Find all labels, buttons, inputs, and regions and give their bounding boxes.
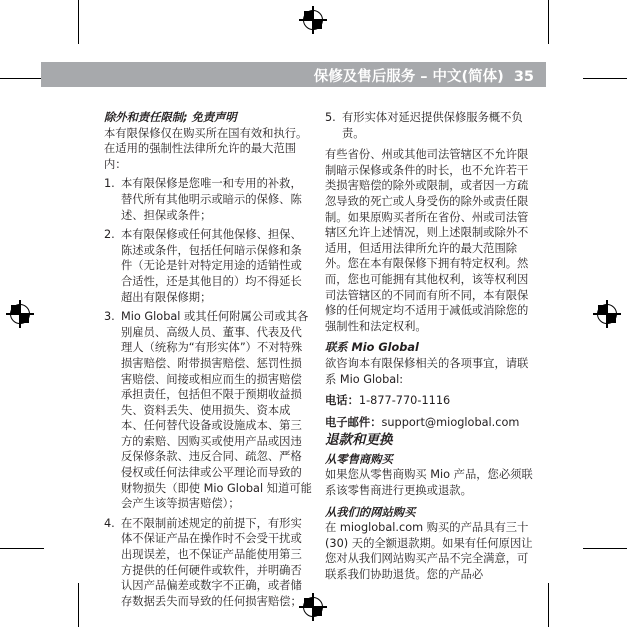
right-column [325,110,533,583]
page-number: 35 [513,69,534,85]
list-item [104,227,312,305]
retailer-text: 如果您从零售商购买 Mio 产品，您必须联系该零售商进行更换或退款。 [325,468,533,498]
list-text: 本有限保修是您唯一和专用的补救，替代所有其他明示或暗示的保修、陈述、担保或条件； [121,177,302,222]
contact-heading: 联系 Mio Global [325,341,419,355]
list-number: 5. [325,111,336,124]
list-number: 2. [104,228,115,242]
registration-mark-icon [6,300,34,328]
phone-label: 电话： [325,394,359,408]
email-address: support@mioglobal.com [381,415,520,429]
contact-intro: 欲咨询本有限保修相关的各项事宜，请联系 Mio Global: [325,356,529,386]
crop-mark [548,0,549,44]
phone-number: 1-877-770-1116 [358,394,451,408]
crop-mark [0,548,44,549]
website-text: 在 mioglobal.com 购买的产品具有三十(30) 天的全额退款期。如果有任何原因让您对从我们网站购买产品不完全满意，可联系我们协助退货。您的产品必 [325,521,533,582]
page-header [41,62,546,87]
rights-paragraph: 有些省份、州或其他司法管辖区不允许限制暗示保修或条件的时长，也不允许若干类损害赔偿的除外或限制，或者因一方疏忽导致的死亡或人身受伤的除外或责任限制。如果原购买者所在省份、州或司法管辖区允许上述情况，则上述限制或除外不适用，但适用法律所允许的最大范围除外。您在本有限保修下拥有特定权利。然而，您也可能拥有其他权利，该等权利因司法管辖区的不同而有所不同，本有限保修的任何规定均不适用于减低或消除您的强制性和法定权利。 [325,148,529,333]
registration-mark-icon [593,300,621,328]
list-number: 4. [104,516,115,530]
registration-mark-icon [299,6,327,34]
list-number: 3. [104,310,115,324]
crop-mark [583,548,627,549]
list-item [104,516,312,610]
list-item [104,176,312,223]
phone-line [325,393,533,409]
list-text: 有形实体对延迟提供保修服务概不负责。 [342,111,523,140]
intro-paragraph: 本有限保修仅在购买所在国有效和执行。在适用的强制性法律所允许的最大范围内： [104,126,308,171]
crop-mark [78,583,79,627]
returns-heading: 退款和更换 [325,432,393,449]
website-heading: 从我们的网站购买 [325,505,416,519]
crop-mark [0,78,44,79]
list-item [104,309,312,512]
left-column [104,110,312,609]
list-text: 在不限制前述规定的前提下，有形实体不保证产品在操作时不会受干扰或出现误差，也不保证产品能使用第三方提供的任何硬件或软件，并明确否认因产品偏差或数字不正确，或者储存数据丢失而导致的任何损害赔偿； [121,516,302,608]
crop-mark [548,583,549,627]
list-number: 1. [104,177,115,191]
crop-mark [583,78,627,79]
list-item [325,110,533,141]
crop-mark [78,0,79,44]
header-title-group [314,65,534,86]
list-text: 本有限保修或任何其他保修、担保、陈述或条件，包括任何暗示保修和条件（无论是针对特定用途的适销性或合适性，还是其他目的）均不得延长超出有限保修期； [121,228,302,304]
email-label: 电子邮件： [325,415,382,429]
email-line [325,415,533,431]
retailer-heading: 从零售商购买 [325,452,393,466]
section-heading: 除外和责任限制; 免责声明 [104,111,237,124]
list-text: Mio Global 或其任何附属公司或其各别雇员、高级人员、董事、代表及代理人（统称为“有形实体”）不对特殊损害赔偿、附带损害赔偿、惩罚性损害赔偿、间接或相应而生的损害赔偿承担责任，包括但不限于预期收益损失、资料丢失、使用损失、资本成本、任何替代设备或设施成本、第三方的索赔、因购买或使用产品或因违反保修条款、违反合同、疏忽、严格侵权或任何法律或公平理论而导致的财物损失（即使 Mio Global 知道可能会产生该等损害赔偿）； [121,310,312,511]
header-title: 保修及售后服务 – 中文(简体) [313,69,504,85]
